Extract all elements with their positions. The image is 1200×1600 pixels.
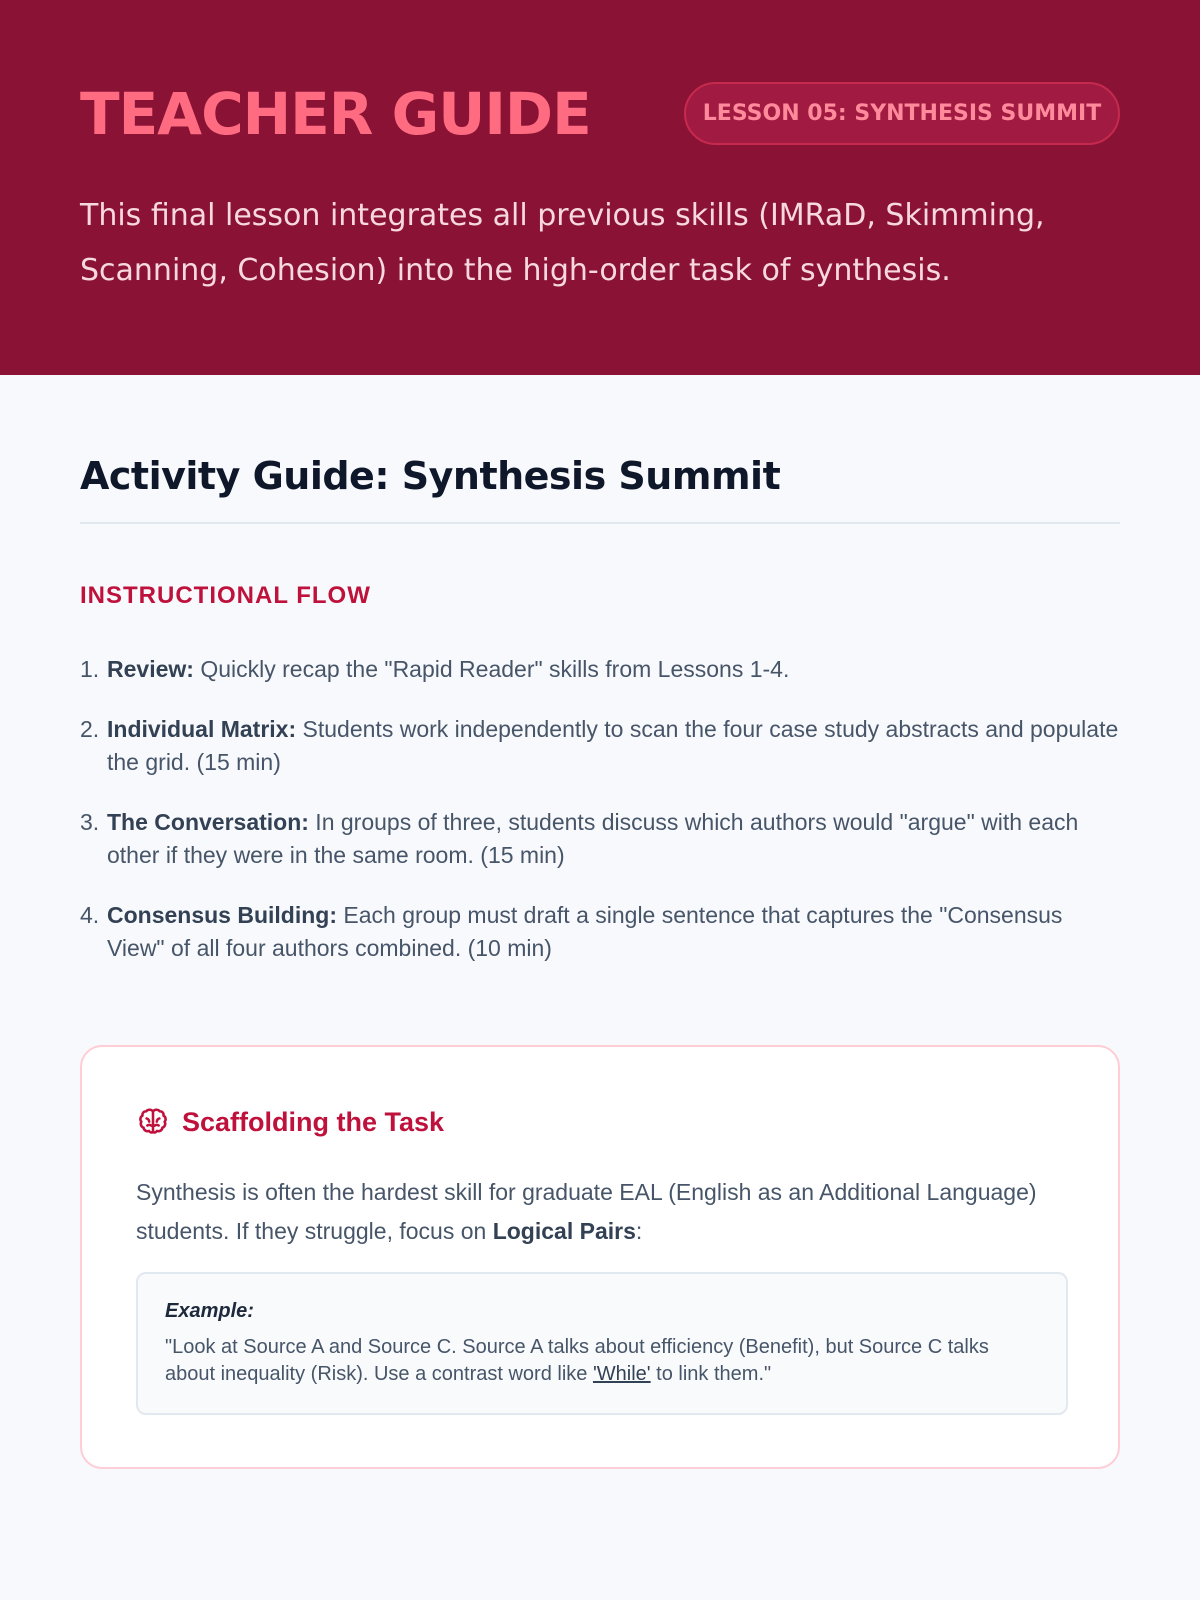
logical-pairs-term: Logical Pairs xyxy=(492,1218,636,1244)
card-header xyxy=(136,1105,444,1139)
instruction-steps xyxy=(80,653,1120,992)
lesson-badge: LESSON 05: SYNTHESIS SUMMIT xyxy=(684,82,1120,145)
brain-icon xyxy=(136,1105,170,1139)
step-label: Individual Matrix: xyxy=(107,716,297,742)
scaffolding-card xyxy=(80,1045,1120,1469)
step-item xyxy=(80,806,1120,872)
guide-title: TEACHER GUIDE xyxy=(80,80,591,148)
lesson-intro: This final lesson integrates all previous skills (IMRaD, Skimming, Scanning, Cohesion) into the high-order task of synthesis. xyxy=(80,198,1045,288)
step-number: 2. xyxy=(80,716,100,742)
step-number: 1. xyxy=(80,656,100,682)
step-text: In groups of three, students discuss which authors would "argue" with each other if they were in the same room. (15 min) xyxy=(107,809,1079,868)
step-body xyxy=(107,899,1120,965)
example-text xyxy=(165,1334,1035,1388)
section-heading: INSTRUCTIONAL FLOW xyxy=(80,582,371,609)
example-box xyxy=(136,1272,1068,1415)
contrast-word: 'While' xyxy=(592,1363,651,1385)
card-title: Scaffolding the Task xyxy=(182,1106,445,1137)
card-text-end: : xyxy=(635,1218,643,1244)
example-text-start: "Look at Source A and Source C. Source A talks about efficiency (Benefit), but Source C talks about inequality (Risk). Use a contrast word like xyxy=(165,1336,989,1385)
step-item xyxy=(80,899,1120,965)
step-text: Each group must draft a single sentence that captures the "Consensus View" of all four authors combined. (10 min) xyxy=(107,902,1063,961)
step-text: Students work independently to scan the four case study abstracts and populate the grid. (15 min) xyxy=(107,716,1119,775)
step-body xyxy=(107,713,1120,779)
step-label: Consensus Building: xyxy=(107,902,337,928)
step-label: Review: xyxy=(107,656,194,682)
example-text-end: to link them." xyxy=(650,1363,772,1385)
step-body xyxy=(107,653,1120,686)
example-label: Example: xyxy=(165,1300,254,1322)
step-number: 3. xyxy=(80,809,100,835)
header-banner xyxy=(0,0,1200,375)
step-number: 4. xyxy=(80,902,100,928)
card-text xyxy=(136,1173,1076,1251)
step-item xyxy=(80,653,1120,686)
step-item xyxy=(80,713,1120,779)
title-divider xyxy=(80,522,1120,524)
card-text-intro: Synthesis is often the hardest skill for graduate EAL (English as an Additional Language) students. If they struggle, focus on xyxy=(136,1179,1037,1244)
page-title: Activity Guide: Synthesis Summit xyxy=(80,454,781,498)
step-label: The Conversation: xyxy=(107,809,309,835)
step-body xyxy=(107,806,1120,872)
step-text: Quickly recap the "Rapid Reader" skills from Lessons 1-4. xyxy=(193,656,790,682)
